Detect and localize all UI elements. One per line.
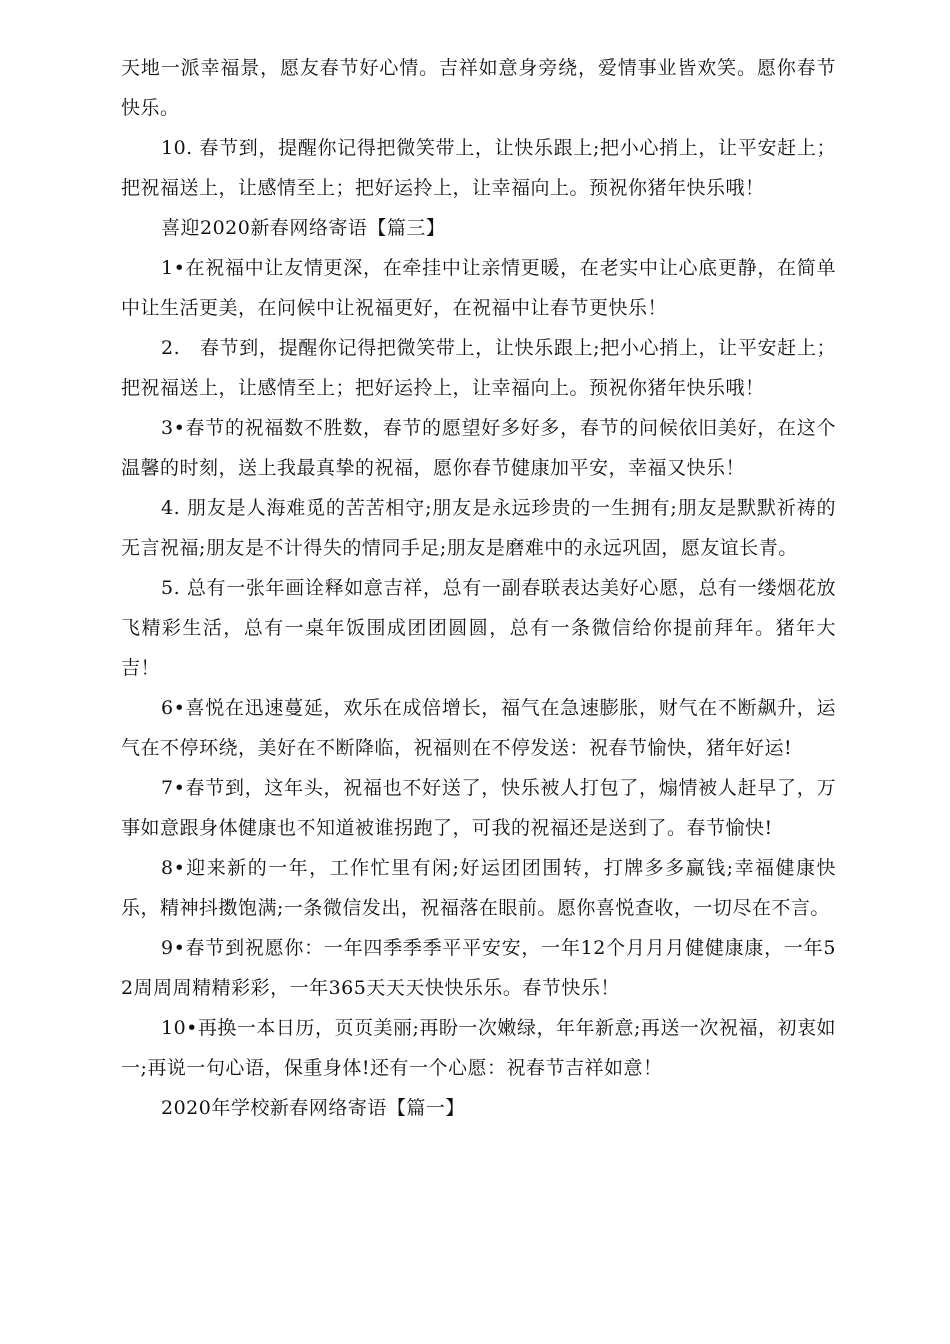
paragraph-item-9: 9•春节到祝愿你：一年四季季季平平安安，一年12个月月月健健康康，一年52周周周精精彩彩，一年365天天天快快乐乐。春节快乐！ bbox=[121, 937, 836, 999]
paragraph-item-2: 2. 春节到，提醒你记得把微笑带上，让快乐跟上;把小心捎上，让平安赶上；把祝福送上，让感情至上；把好运拎上，让幸福向上。预祝你猪年快乐哦！ bbox=[121, 337, 836, 399]
paragraph-item-10: 10. 春节到，提醒你记得把微笑带上，让快乐跟上;把小心捎上，让平安赶上；把祝福送上，让感情至上；把好运拎上，让幸福向上。预祝你猪年快乐哦！ bbox=[121, 137, 836, 199]
paragraph-item-6: 6•喜悦在迅速蔓延，欢乐在成倍增长，福气在急速膨胀，财气在不断飙升，运气在不停环绕，美好在不断降临，祝福则在不停发送：祝春节愉快，猪年好运! bbox=[121, 697, 836, 759]
paragraph-item-3: 3•春节的祝福数不胜数，春节的愿望好多好多，春节的问候依旧美好，在这个温馨的时刻，送上我最真挚的祝福，愿你春节健康加平安，幸福又快乐！ bbox=[121, 417, 836, 479]
paragraph-item-7: 7•春节到，这年头，祝福也不好送了，快乐被人打包了，煽情被人赶早了，万事如意跟身体健康也不知道被谁拐跑了，可我的祝福还是送到了。春节愉快! bbox=[121, 777, 836, 839]
paragraph-item-5: 5. 总有一张年画诠释如意吉祥，总有一副春联表达美好心愿，总有一缕烟花放飞精彩生活，总有一桌年饭围成团团圆圆，总有一条微信给你提前拜年。猪年大吉！ bbox=[121, 577, 836, 679]
section-heading-school-part-one: 2020年学校新春网络寄语【篇一】 bbox=[161, 1097, 465, 1119]
paragraph-continued: 天地一派幸福景，愿友春节好心情。吉祥如意身旁绕，爱情事业皆欢笑。愿你春节快乐。 bbox=[121, 57, 836, 119]
paragraph-item-8: 8•迎来新的一年，工作忙里有闲;好运团团围转，打牌多多赢钱;幸福健康快乐，精神抖擞饱满;一条微信发出，祝福落在眼前。愿你喜悦查收，一切尽在不言。 bbox=[121, 857, 836, 919]
section-heading-part-three: 喜迎2020新春网络寄语【篇三】 bbox=[161, 217, 446, 239]
paragraph-item-10b: 10•再换一本日历，页页美丽;再盼一次嫩绿，年年新意;再送一次祝福，初衷如一;再说一句心语，保重身体!还有一个心愿：祝春节吉祥如意！ bbox=[121, 1017, 836, 1079]
paragraph-item-1: 1•在祝福中让友情更深，在牵挂中让亲情更暖，在老实中让心底更静，在简单中让生活更美，在问候中让祝福更好，在祝福中让春节更快乐！ bbox=[121, 257, 836, 319]
paragraph-item-4: 4. 朋友是人海难觅的苦苦相守;朋友是永远珍贵的一生拥有;朋友是默默祈祷的无言祝福;朋友是不计得失的情同手足;朋友是磨难中的永远巩固，愿友谊长青。 bbox=[121, 497, 836, 559]
